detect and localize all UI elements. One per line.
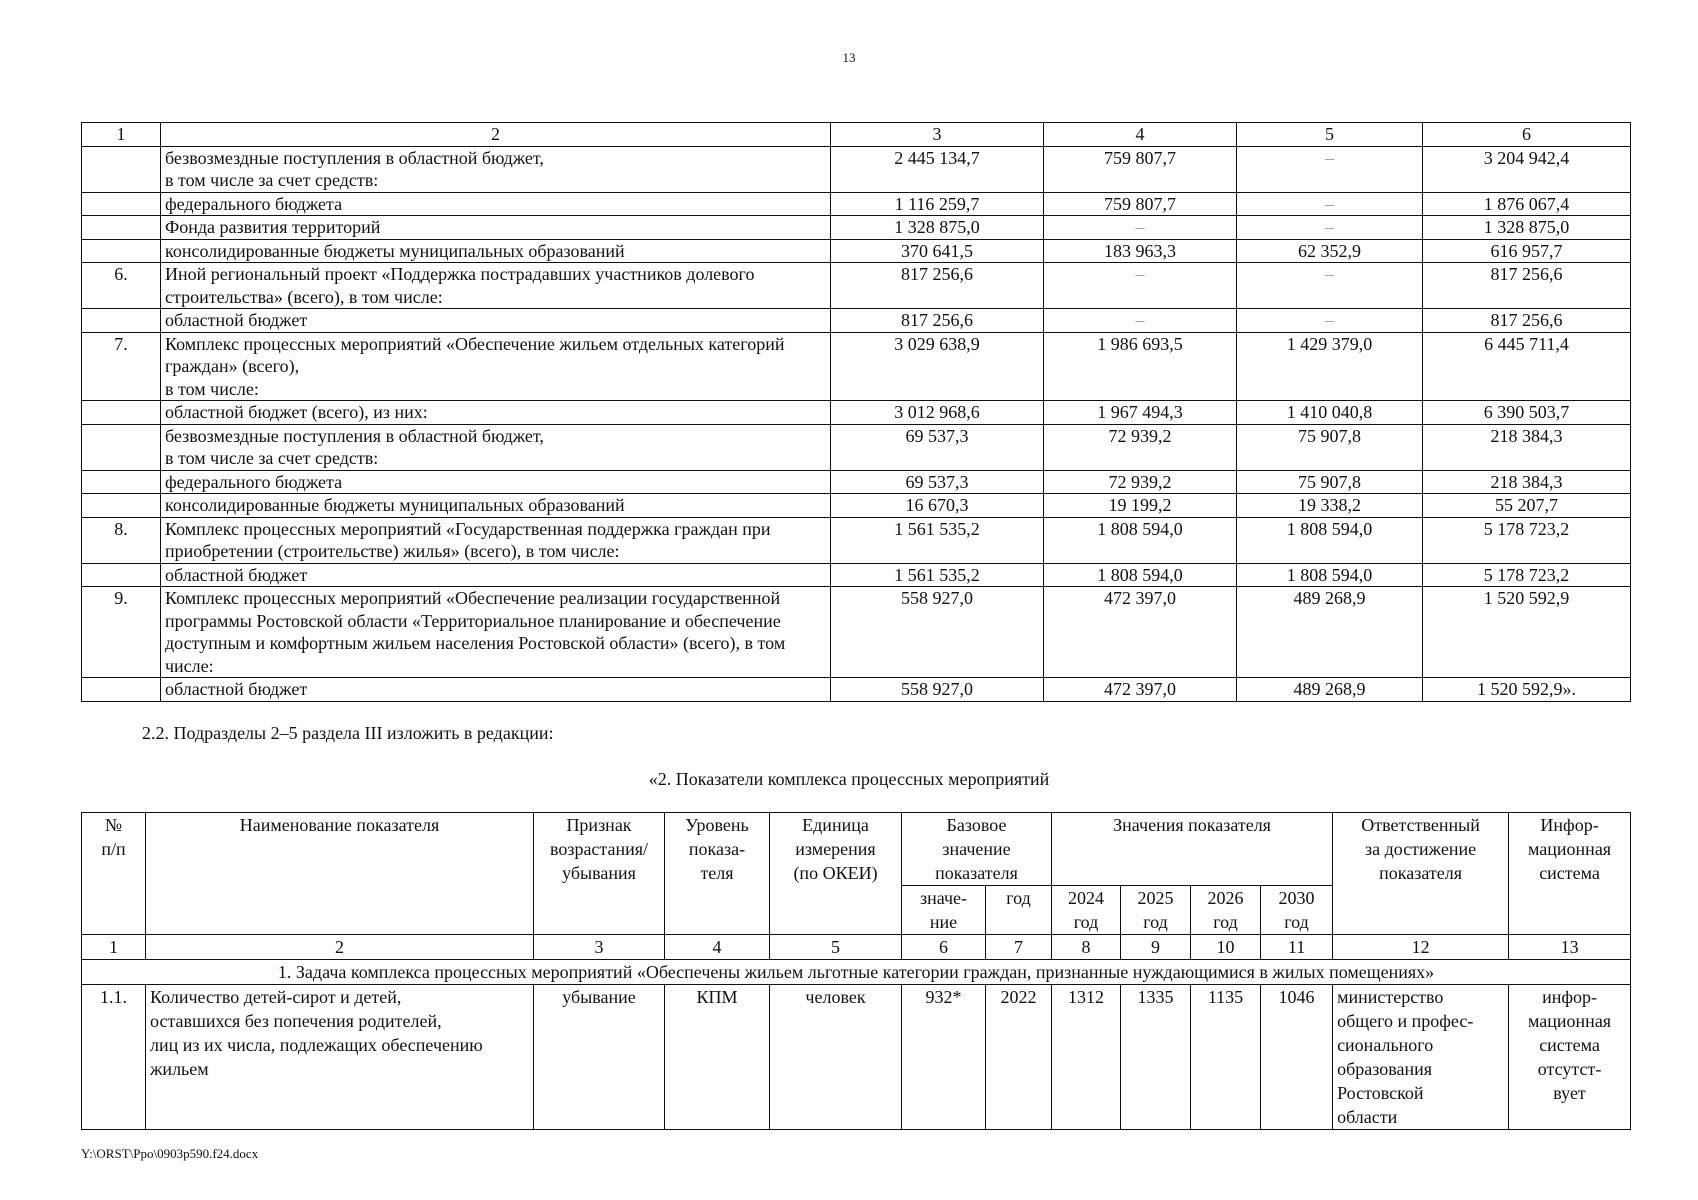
row-no	[82, 470, 161, 494]
column-number-7: 7	[986, 935, 1052, 960]
header-no: № п/п	[82, 813, 146, 935]
financing-header-col-6: 6	[1423, 123, 1631, 147]
row-value-3: 69 537,3	[831, 424, 1044, 470]
row-value-3: 69 537,3	[831, 470, 1044, 494]
row-no	[82, 309, 161, 333]
row-name: областной бюджет	[161, 309, 831, 333]
row-no	[82, 401, 161, 425]
indicators-column-numbers	[82, 935, 1631, 960]
row-no	[82, 216, 161, 240]
column-number-12: 12	[1333, 935, 1509, 960]
row-no: 6.	[82, 263, 161, 309]
row-value-5: –	[1237, 146, 1423, 192]
row-no	[82, 146, 161, 192]
indicator-trend: убывание	[534, 985, 665, 1130]
row-value-6: 5 178 723,2	[1423, 517, 1631, 563]
paragraph-instruction: 2.2. Подразделы 2–5 раздела III изложить в редакции:	[142, 723, 554, 743]
row-name: Комплекс процессных мероприятий «Обеспечение жильем отдельных категорий граждан» (всего), в том числе:	[161, 332, 831, 401]
header-year-2025: 2025 год	[1121, 886, 1191, 935]
row-value-5: –	[1237, 263, 1423, 309]
row-name: Комплекс процессных мероприятий «Государственная поддержка граждан при приобретении (строительстве) жилья» (всего), в том числе:	[161, 517, 831, 563]
header-base-year: год	[986, 886, 1052, 935]
column-number-1: 1	[82, 935, 146, 960]
indicator-unit: человек	[770, 985, 902, 1130]
header-year-2030: 2030 год	[1261, 886, 1333, 935]
row-no: 7.	[82, 332, 161, 401]
task-row	[82, 960, 1631, 985]
row-value-4: 72 939,2	[1044, 470, 1237, 494]
row-name: Комплекс процессных мероприятий «Обеспечение реализации государственной программы Ростовской области «Территориальное планирование и обеспечение доступным и комфортным жильем населения Ростовской области» (всего), в том числе:	[161, 587, 831, 678]
financing-header-col-5: 5	[1237, 123, 1423, 147]
row-value-6: 55 207,7	[1423, 494, 1631, 518]
row-value-4: 183 963,3	[1044, 239, 1237, 263]
row-value-4: 72 939,2	[1044, 424, 1237, 470]
column-number-11: 11	[1261, 935, 1333, 960]
indicator-2024: 1312	[1052, 985, 1121, 1130]
row-no: 8.	[82, 517, 161, 563]
financing-header-row	[82, 123, 1631, 147]
financing-row	[82, 216, 1631, 240]
row-value-3: 16 670,3	[831, 494, 1044, 518]
row-value-4: 472 397,0	[1044, 678, 1237, 702]
financing-row	[82, 309, 1631, 333]
row-value-6: 6 390 503,7	[1423, 401, 1631, 425]
header-level: Уровень показа- теля	[665, 813, 770, 935]
row-no	[82, 192, 161, 216]
row-value-5: –	[1237, 309, 1423, 333]
financing-row	[82, 517, 1631, 563]
row-no: 9.	[82, 587, 161, 678]
indicator-2026: 1135	[1191, 985, 1261, 1130]
file-path-footer: Y:\ORST\Ppo\0903p590.f24.docx	[81, 1146, 259, 1161]
column-number-9: 9	[1121, 935, 1191, 960]
row-value-4: 1 986 693,5	[1044, 332, 1237, 401]
row-value-6: 218 384,3	[1423, 470, 1631, 494]
row-value-4: 1 808 594,0	[1044, 517, 1237, 563]
financing-row	[82, 678, 1631, 702]
row-no	[82, 424, 161, 470]
row-name: безвозмездные поступления в областной бюджет, в том числе за счет средств:	[161, 424, 831, 470]
financing-row	[82, 470, 1631, 494]
row-value-6: 1 876 067,4	[1423, 192, 1631, 216]
row-name: безвозмездные поступления в областной бюджет, в том числе за счет средств:	[161, 146, 831, 192]
row-value-4: –	[1044, 309, 1237, 333]
indicator-base-value: 932*	[902, 985, 986, 1130]
row-name: Иной региональный проект «Поддержка пострадавших участников долевого строительства» (всего), в том числе:	[161, 263, 831, 309]
indicator-level: КПМ	[665, 985, 770, 1130]
column-number-4: 4	[665, 935, 770, 960]
row-value-6: 817 256,6	[1423, 263, 1631, 309]
row-value-4: 759 807,7	[1044, 146, 1237, 192]
column-number-6: 6	[902, 935, 986, 960]
row-name: консолидированные бюджеты муниципальных образований	[161, 239, 831, 263]
column-number-2: 2	[146, 935, 534, 960]
column-number-10: 10	[1191, 935, 1261, 960]
row-name: федерального бюджета	[161, 470, 831, 494]
financing-header-col-4: 4	[1044, 123, 1237, 147]
financing-header-col-2: 2	[161, 123, 831, 147]
header-trend: Признак возрастания/ убывания	[534, 813, 665, 935]
financing-row	[82, 563, 1631, 587]
row-value-4: 1 967 494,3	[1044, 401, 1237, 425]
row-name: областной бюджет (всего), из них:	[161, 401, 831, 425]
row-value-4: 19 199,2	[1044, 494, 1237, 518]
header-base-value: значе- ние	[902, 886, 986, 935]
header-responsible: Ответственный за достижение показателя	[1333, 813, 1509, 935]
indicator-base-year: 2022	[986, 985, 1052, 1130]
financing-row	[82, 494, 1631, 518]
row-value-3: 817 256,6	[831, 263, 1044, 309]
row-name: федерального бюджета	[161, 192, 831, 216]
financing-row	[82, 239, 1631, 263]
row-value-5: –	[1237, 192, 1423, 216]
row-value-5: 75 907,8	[1237, 424, 1423, 470]
column-number-5: 5	[770, 935, 902, 960]
row-value-6: 1 328 875,0	[1423, 216, 1631, 240]
financing-row	[82, 587, 1631, 678]
header-name: Наименование показателя	[146, 813, 534, 935]
row-value-5: 1 808 594,0	[1237, 517, 1423, 563]
row-value-5: –	[1237, 216, 1423, 240]
header-info-system: Инфор- мационная система	[1509, 813, 1631, 935]
row-value-6: 3 204 942,4	[1423, 146, 1631, 192]
row-value-6: 817 256,6	[1423, 309, 1631, 333]
row-name: консолидированные бюджеты муниципальных образований	[161, 494, 831, 518]
row-value-6: 1 520 592,9».	[1423, 678, 1631, 702]
row-value-3: 3 029 638,9	[831, 332, 1044, 401]
page-number: 13	[842, 50, 856, 65]
financing-header-col-1: 1	[82, 123, 161, 147]
indicator-2025: 1335	[1121, 985, 1191, 1130]
row-value-4: 1 808 594,0	[1044, 563, 1237, 587]
indicator-info-system: инфор- мационная система отсутст- вует	[1509, 985, 1631, 1130]
row-value-6: 5 178 723,2	[1423, 563, 1631, 587]
row-value-3: 370 641,5	[831, 239, 1044, 263]
row-value-6: 616 957,7	[1423, 239, 1631, 263]
column-number-3: 3	[534, 935, 665, 960]
row-no	[82, 678, 161, 702]
financing-row	[82, 192, 1631, 216]
indicator-responsible: министерство общего и профес- сионального образования Ростовской области	[1333, 985, 1509, 1130]
header-base: Базовое значение показателя	[902, 813, 1052, 886]
financing-row	[82, 424, 1631, 470]
header-year-2024: 2024 год	[1052, 886, 1121, 935]
column-number-8: 8	[1052, 935, 1121, 960]
row-no	[82, 494, 161, 518]
row-no	[82, 563, 161, 587]
row-value-6: 1 520 592,9	[1423, 587, 1631, 678]
header-unit: Единица измерения (по ОКЕИ)	[770, 813, 902, 935]
row-value-3: 1 328 875,0	[831, 216, 1044, 240]
row-value-5: 489 268,9	[1237, 678, 1423, 702]
row-name: Фонда развития территорий	[161, 216, 831, 240]
indicators-header-row-1	[82, 813, 1631, 886]
row-value-5: 1 808 594,0	[1237, 563, 1423, 587]
row-value-4: 759 807,7	[1044, 192, 1237, 216]
row-value-5: 62 352,9	[1237, 239, 1423, 263]
financing-row	[82, 401, 1631, 425]
row-value-5: 1 429 379,0	[1237, 332, 1423, 401]
row-value-3: 817 256,6	[831, 309, 1044, 333]
row-value-3: 3 012 968,6	[831, 401, 1044, 425]
row-value-4: –	[1044, 263, 1237, 309]
indicator-no: 1.1.	[82, 985, 146, 1130]
row-value-3: 558 927,0	[831, 678, 1044, 702]
financing-row	[82, 263, 1631, 309]
row-value-4: 472 397,0	[1044, 587, 1237, 678]
row-no	[82, 239, 161, 263]
indicator-name: Количество детей-сирот и детей, оставшихся без попечения родителей, лиц из их числа, подлежащих обеспечению жильем	[146, 985, 534, 1130]
row-name: областной бюджет	[161, 678, 831, 702]
financing-table	[81, 122, 1631, 702]
row-value-5: 1 410 040,8	[1237, 401, 1423, 425]
row-value-5: 75 907,8	[1237, 470, 1423, 494]
row-value-5: 489 268,9	[1237, 587, 1423, 678]
financing-row	[82, 146, 1631, 192]
row-value-5: 19 338,2	[1237, 494, 1423, 518]
row-value-3: 2 445 134,7	[831, 146, 1044, 192]
header-year-2026: 2026 год	[1191, 886, 1261, 935]
financing-header-col-3: 3	[831, 123, 1044, 147]
row-value-3: 1 116 259,7	[831, 192, 1044, 216]
row-value-3: 1 561 535,2	[831, 517, 1044, 563]
task-title: 1. Задача комплекса процессных мероприятий «Обеспечены жильем льготные категории граждан, признанные нуждающимися в жилых помещениях»	[82, 960, 1631, 985]
column-number-13: 13	[1509, 935, 1631, 960]
row-value-4: –	[1044, 216, 1237, 240]
indicator-row	[82, 985, 1631, 1130]
row-value-3: 1 561 535,2	[831, 563, 1044, 587]
indicators-table	[81, 812, 1631, 1130]
financing-row	[82, 332, 1631, 401]
section-title: «2. Показатели комплекса процессных мероприятий	[648, 769, 1050, 789]
header-values: Значения показателя	[1052, 813, 1333, 886]
row-name: областной бюджет	[161, 563, 831, 587]
row-value-6: 6 445 711,4	[1423, 332, 1631, 401]
row-value-6: 218 384,3	[1423, 424, 1631, 470]
row-value-3: 558 927,0	[831, 587, 1044, 678]
indicator-2030: 1046	[1261, 985, 1333, 1130]
